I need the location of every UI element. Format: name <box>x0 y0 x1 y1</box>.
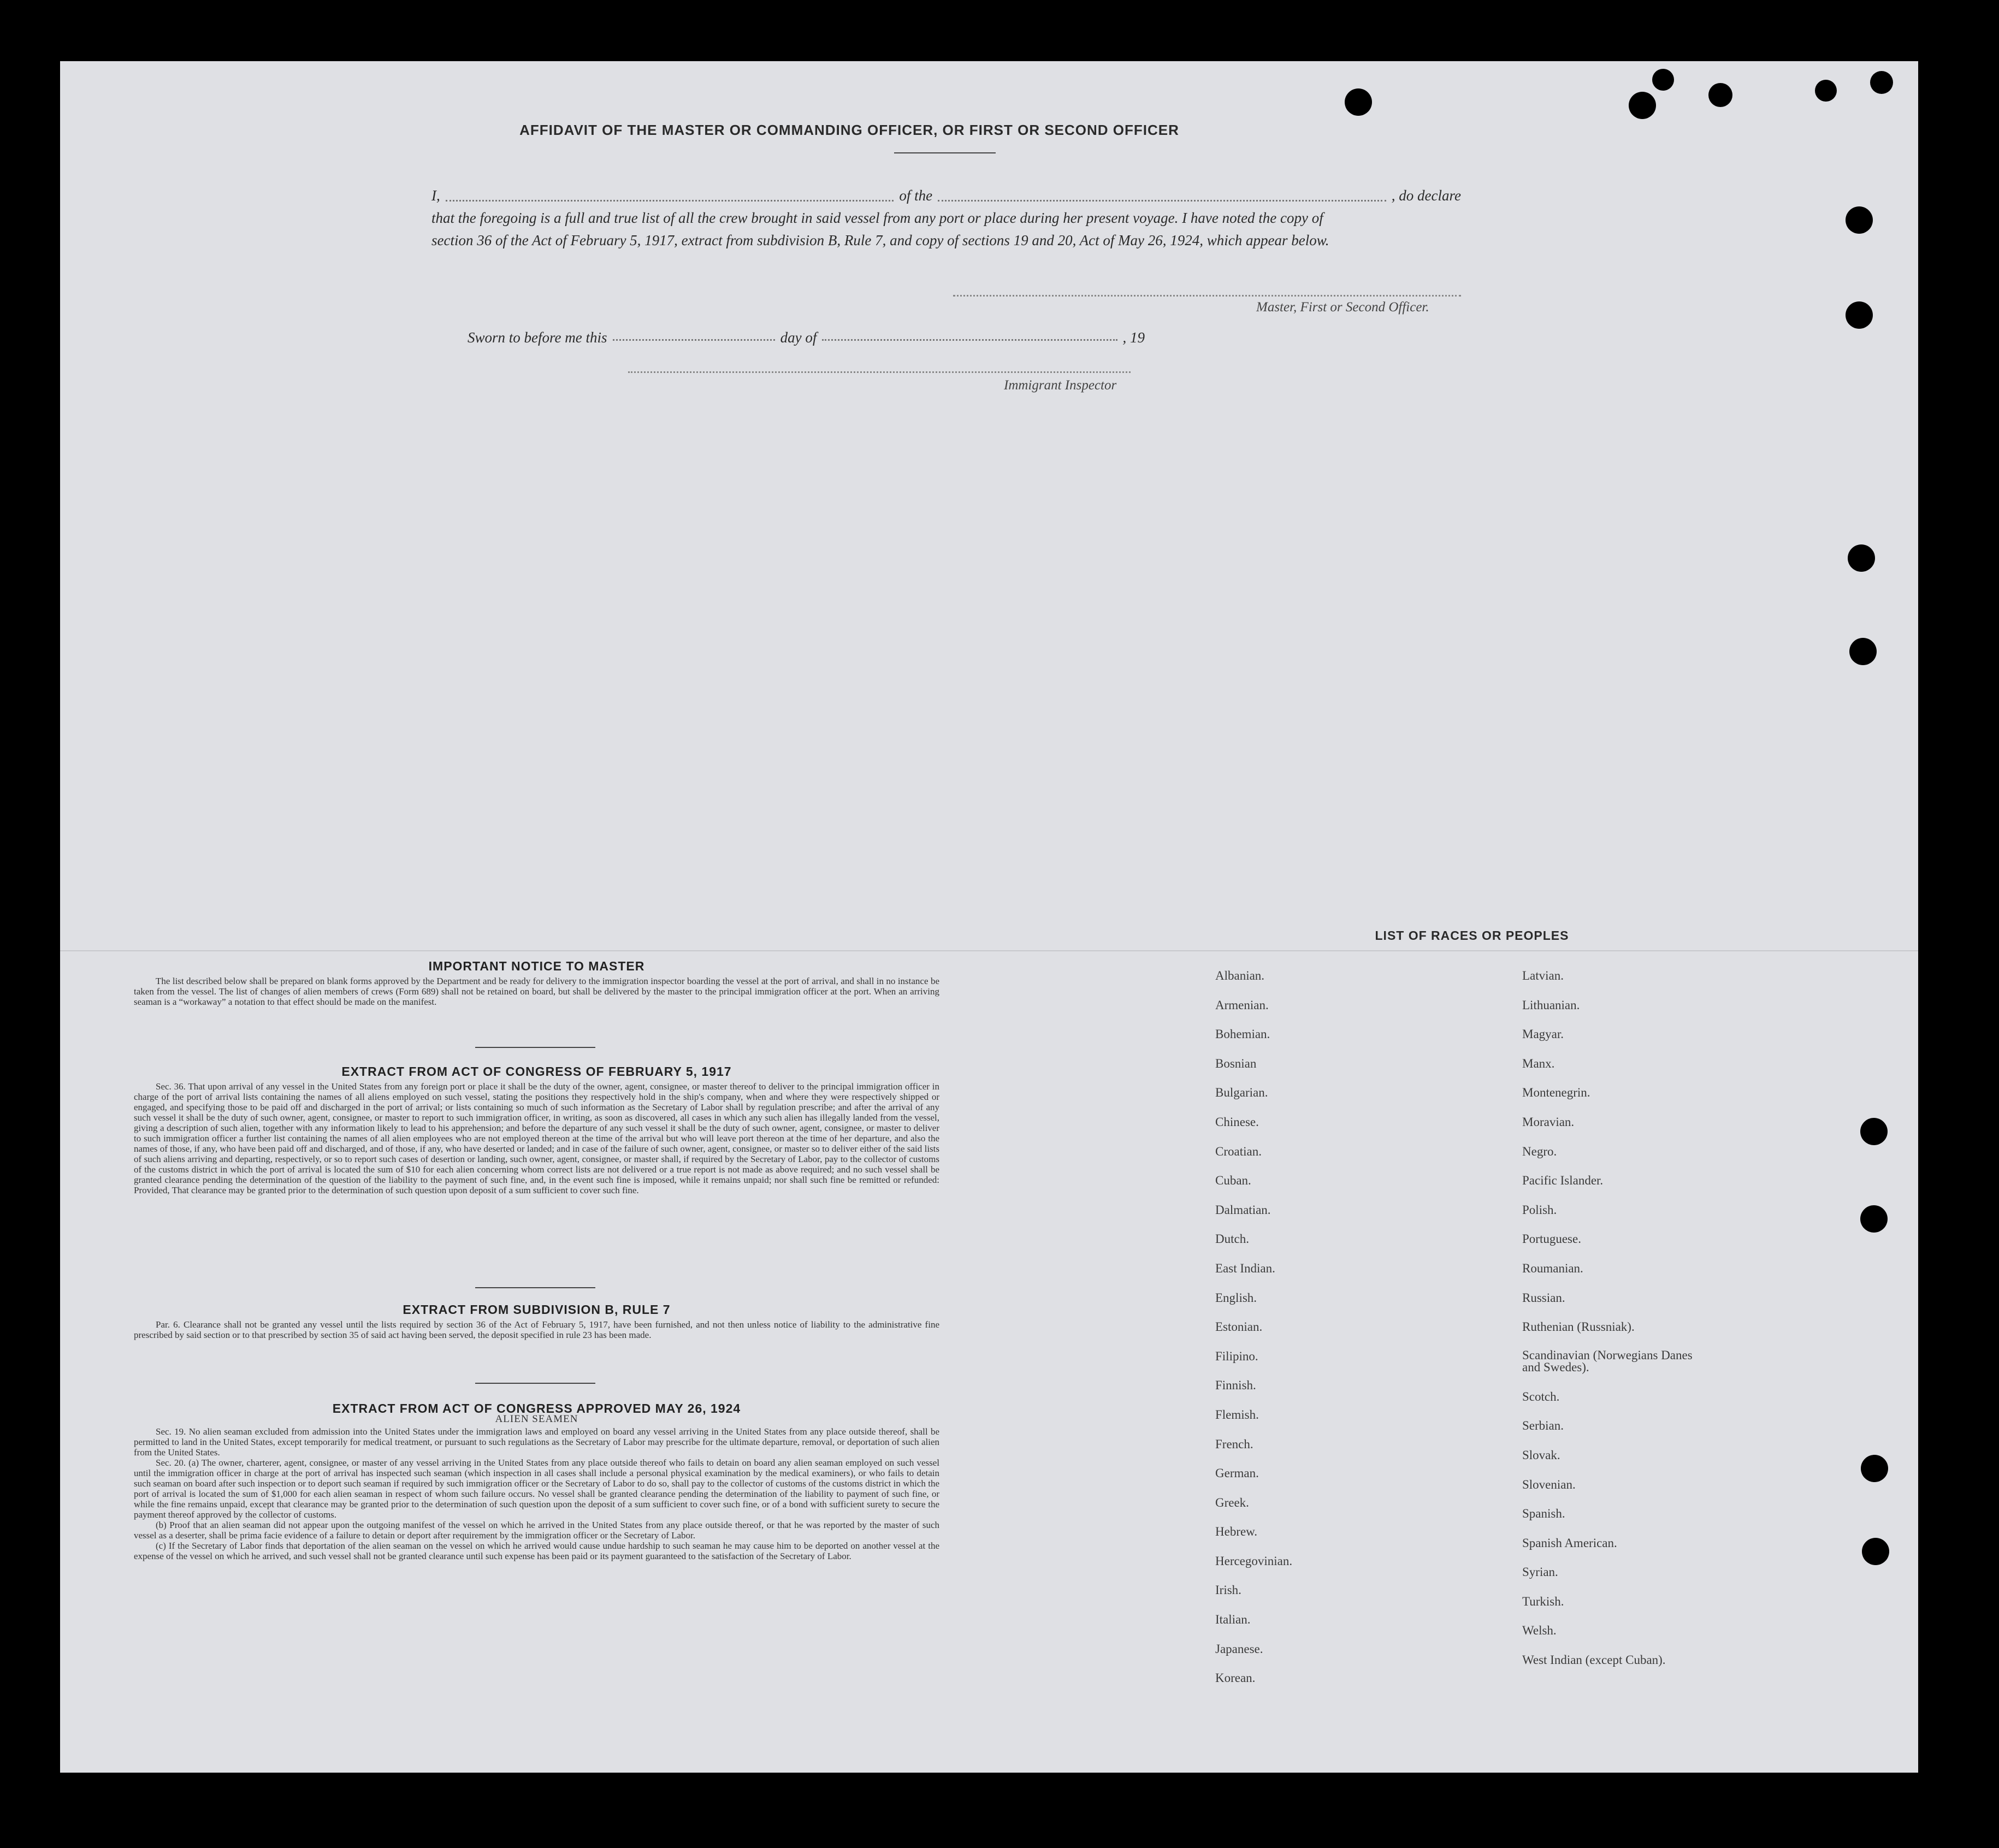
race-item: Bohemian. <box>1215 1027 1270 1041</box>
race-item: Finnish. <box>1215 1378 1256 1393</box>
races-right-column <box>1522 969 1702 1683</box>
notice-section <box>134 961 939 1007</box>
race-item: Hercegovinian. <box>1215 1554 1293 1568</box>
race-item: Turkish. <box>1522 1594 1564 1608</box>
race-item: Bosnian <box>1215 1056 1257 1070</box>
extract-1924-title: EXTRACT FROM ACT OF CONGRESS APPROVED MAY 26, 1924 <box>332 1401 741 1415</box>
race-item: Roumanian. <box>1522 1261 1583 1275</box>
affidavit-title: AFFIDAVIT OF THE MASTER OR COMMANDING OFFICER, OR FIRST OR SECOND OFFICER <box>519 122 1179 138</box>
affidavit-line-3: section 36 of the Act of February 5, 1917, extract from subdivision B, Rule 7, and copy of sections 19 and 20, Act of May 26, 1924, which appear below. <box>431 232 1329 248</box>
races-title: LIST OF RACES OR PEOPLES <box>1375 928 1569 943</box>
race-item: Scandinavian (Norwegians Danes and Swedes). <box>1522 1348 1693 1374</box>
title-rule <box>894 152 996 153</box>
race-item: Dalmatian. <box>1215 1203 1271 1217</box>
race-item: Montenegrin. <box>1522 1086 1590 1100</box>
punch-hole <box>1708 83 1732 107</box>
punch-hole <box>1862 1538 1889 1565</box>
notice-title: IMPORTANT NOTICE TO MASTER <box>428 959 645 973</box>
race-item: Armenian. <box>1215 998 1269 1012</box>
vessel-name-field[interactable] <box>938 185 1386 202</box>
race-item: Spanish American. <box>1522 1536 1617 1550</box>
punch-hole <box>1629 92 1656 119</box>
race-item: German. <box>1215 1466 1259 1480</box>
rule7-section <box>134 1302 939 1340</box>
sec-19-text: Sec. 19. No alien seaman excluded from admission into the United States under the immigration laws and employed on board any vessel arriving in the United States from any place outside thereof, shall be permitted to land in the United States, except temporarily for medical treatment, or pursuant to such regulations as the Secretary of Labor may prescribe for the ultimate departure, removal, or deportation of such alien from the United States. <box>134 1426 939 1458</box>
separator <box>475 1287 595 1288</box>
race-item: Serbian. <box>1522 1419 1564 1433</box>
race-item: Estonian. <box>1215 1320 1263 1334</box>
sworn-month-field[interactable] <box>822 329 1117 341</box>
race-item: Italian. <box>1215 1613 1251 1627</box>
affidavit-line-1 <box>431 185 1461 207</box>
race-item: Cuban. <box>1215 1174 1251 1188</box>
notice-body: The list described below shall be prepared on blank forms approved by the Department and be ready for delivery to the immigration inspector boarding the vessel at the port of arrival, and shall in no instance be taken from the vessel. The list of changes of alien members of crews (Form 689) shall not be retained on board, but shall be delivered by the master to the principal immigration officer at the port. When an arriving seaman is a “workaway” a notation to that effect should be made on the manifest. <box>134 976 939 1007</box>
punch-hole <box>1848 544 1875 572</box>
race-item: Irish. <box>1215 1583 1241 1597</box>
race-item: English. <box>1215 1290 1257 1305</box>
race-item: Pacific Islander. <box>1522 1174 1604 1188</box>
race-item: Croatian. <box>1215 1144 1262 1158</box>
rule7-body: Par. 6. Clearance shall not be granted any vessel until the lists required by section 36 of the Act of February 5, 1917, have been furnished, and not then unless notice of liability to the administrative fine prescribed by said section or to that prescribed by section 35 of said act having been served, the deposit specified in rule 23 has been made. <box>134 1319 939 1340</box>
sec-20a-text: Sec. 20. (a) The owner, charterer, agent, consignee, or master of any vessel arriving in the United States from any place outside thereof who fails to detain on board any alien seaman employed on such vessel until the immigration officer in charge at the port of arrival has inspected such seaman (which inspection in all cases shall include a personal physical examination by the medical examiners), or who fails to detain such seaman on board after such inspection or to deport such seaman if required by such immigration officer or the Secretary of Labor to do so, shall pay to the collector of customs of the customs district in which the port of arrival is located the sum of $1,000 for each alien seaman in respect of whom such failure occurs. No vessel shall be granted clearance pending the determination of the liability to payment of such fine, or while the fine remains unpaid, except that clearance may be granted prior to the determination of such question upon the deposit of a sum sufficient to cover such fine, or of a bond with sufficient surety to secure the payment thereof approved by the collector of customs. <box>134 1458 939 1520</box>
punch-hole <box>1860 1205 1888 1233</box>
race-item: Slovenian. <box>1522 1477 1576 1491</box>
punch-hole <box>1849 638 1877 665</box>
do-declare-label: , do declare <box>1391 187 1461 204</box>
punch-hole <box>1345 88 1372 116</box>
year-label: , 19 <box>1122 329 1145 346</box>
race-item: Slovak. <box>1522 1448 1560 1462</box>
race-item: Latvian. <box>1522 969 1564 982</box>
race-item: Ruthenian (Russniak). <box>1522 1320 1635 1334</box>
punch-hole <box>1846 301 1873 329</box>
race-item: French. <box>1215 1437 1253 1451</box>
punch-hole <box>1846 206 1873 234</box>
alien-seamen-subtitle: ALIEN SEAMEN <box>495 1413 578 1425</box>
races-left-column <box>1215 969 1292 1701</box>
day-of-label: day of <box>780 329 817 346</box>
race-item: Albanian. <box>1215 969 1265 982</box>
race-item: Korean. <box>1215 1671 1256 1685</box>
master-caption: Master, First or Second Officer. <box>1256 300 1429 315</box>
race-item: Lithuanian. <box>1522 998 1580 1012</box>
sworn-day-field[interactable] <box>613 329 775 341</box>
extract-1917-title: EXTRACT FROM ACT OF CONGRESS OF FEBRUARY 5, 1917 <box>341 1064 732 1079</box>
page-fold <box>60 950 1918 951</box>
punch-hole <box>1860 1118 1888 1145</box>
race-item: Portuguese. <box>1522 1232 1581 1246</box>
inspector-caption: Immigrant Inspector <box>1004 378 1117 393</box>
inspector-signature-field[interactable] <box>628 371 1131 373</box>
race-item: Syrian. <box>1522 1565 1558 1579</box>
race-item: Manx. <box>1522 1056 1555 1070</box>
race-item: East Indian. <box>1215 1261 1275 1275</box>
extract-1917-section <box>134 1064 939 1195</box>
race-item: Chinese. <box>1215 1115 1259 1129</box>
punch-hole <box>1815 80 1837 102</box>
affidavit-text <box>431 185 1461 252</box>
punch-hole <box>1861 1455 1888 1482</box>
master-name-field[interactable] <box>446 185 894 202</box>
race-item: Filipino. <box>1215 1349 1258 1363</box>
separator <box>475 1047 595 1048</box>
race-item: Welsh. <box>1522 1624 1557 1638</box>
race-item: Greek. <box>1215 1495 1249 1509</box>
race-item: Hebrew. <box>1215 1525 1258 1539</box>
race-item: Polish. <box>1522 1203 1557 1217</box>
separator <box>475 1383 595 1384</box>
rule7-title: EXTRACT FROM SUBDIVISION B, RULE 7 <box>403 1302 671 1317</box>
of-the-label: of the <box>899 187 933 204</box>
sworn-line <box>468 329 1145 346</box>
extract-1924-section <box>134 1403 939 1561</box>
extract-1917-body: Sec. 36. That upon arrival of any vessel in the United States from any foreign port or place it shall be the duty of the owner, agent, consignee, or master thereof to deliver to the principal immigration officer in charge of the port of arrival lists containing the names of all aliens employed on such vessel, stating the positions they respectively hold in the ship's company, when and where they were respectively shipped or engaged, and specifying those to be paid off and discharged in the port of arrival; or lists containing so much of such information as the Secretary of Labor shall by regulation prescribe; and after the arrival of any such vessel it shall be the duty of such owner, agent, consignee, or master to report to such immigration officer, in writing, as soon as discovered, all cases in which any such alien has illegally landed from the vessel, giving a description of such alien, together with any information likely to lead to his apprehension; and before the departure of any such vessel it shall be the duty of such owner, agent, consignee, or master to deliver to such immigration officer a further list containing the names of all alien employees who are not employed thereon at the time of the arrival but who will leave port thereon at the time of her departure, and also the names of those, if any, who have been paid off and discharged, and of those, if any, who have deserted or landed; and in case of the failure of such owner, agent, consignee, or master so to deliver either of the said lists of such aliens arriving and departing, respectively, or so to report such cases of desertion or landing, such owner, agent, consignee, or master shall, if required by the Secretary of Labor, pay to the collector of customs of the customs district in which the port of arrival is located the sum of $10 for each alien concerning whom correct lists are not delivered or a true report is not made as above required; and no such vessel shall be granted clearance pending the determination of the question of the liability to the payment of such fine, and, in the event such fine is imposed, while it remains unpaid; nor shall such fine be remitted or refunded: Provided, That clearance may be granted prior to the determination of such question upon deposit of a sum sufficient to cover such fine. <box>134 1081 939 1195</box>
punch-hole <box>1870 71 1893 94</box>
race-item: Moravian. <box>1522 1115 1575 1129</box>
race-item: Flemish. <box>1215 1407 1259 1421</box>
race-item: Negro. <box>1522 1144 1557 1158</box>
race-item: Bulgarian. <box>1215 1086 1268 1100</box>
sworn-label: Sworn to before me this <box>468 329 607 346</box>
i-label: I, <box>431 187 440 204</box>
sec-20c-text: (c) If the Secretary of Labor finds that deportation of the alien seaman on the vessel on which he arrived would cause undue hardship to such seaman he may cause him to be deported on another vessel at the expense of the vessel on which he arrived, and such vessel shall not be granted clearance until such expense has been paid or its payment guaranteed to the satisfaction of the Secretary of Labor. <box>134 1541 939 1561</box>
punch-hole <box>1652 69 1674 91</box>
sec-20b-text: (b) Proof that an alien seaman did not appear upon the outgoing manifest of the vessel on which he arrived in the United States from any place outside thereof, or that he was reported by the master of such vessel as a deserter, shall be prima facie evidence of a failure to detain or deport after requirement by the immigration officer or the Secretary of Labor. <box>134 1520 939 1541</box>
race-item: Dutch. <box>1215 1232 1249 1246</box>
affidavit-line-2: that the foregoing is a full and true list of all the crew brought in said vessel from any port or place during her present voyage. I have noted the copy of <box>431 210 1323 226</box>
master-signature-field[interactable] <box>953 295 1461 297</box>
race-item: West Indian (except Cuban). <box>1522 1653 1666 1667</box>
race-item: Magyar. <box>1522 1027 1564 1041</box>
race-item: Japanese. <box>1215 1642 1263 1656</box>
race-item: Scotch. <box>1522 1389 1560 1403</box>
race-item: Spanish. <box>1522 1507 1565 1521</box>
race-item: Russian. <box>1522 1290 1565 1305</box>
